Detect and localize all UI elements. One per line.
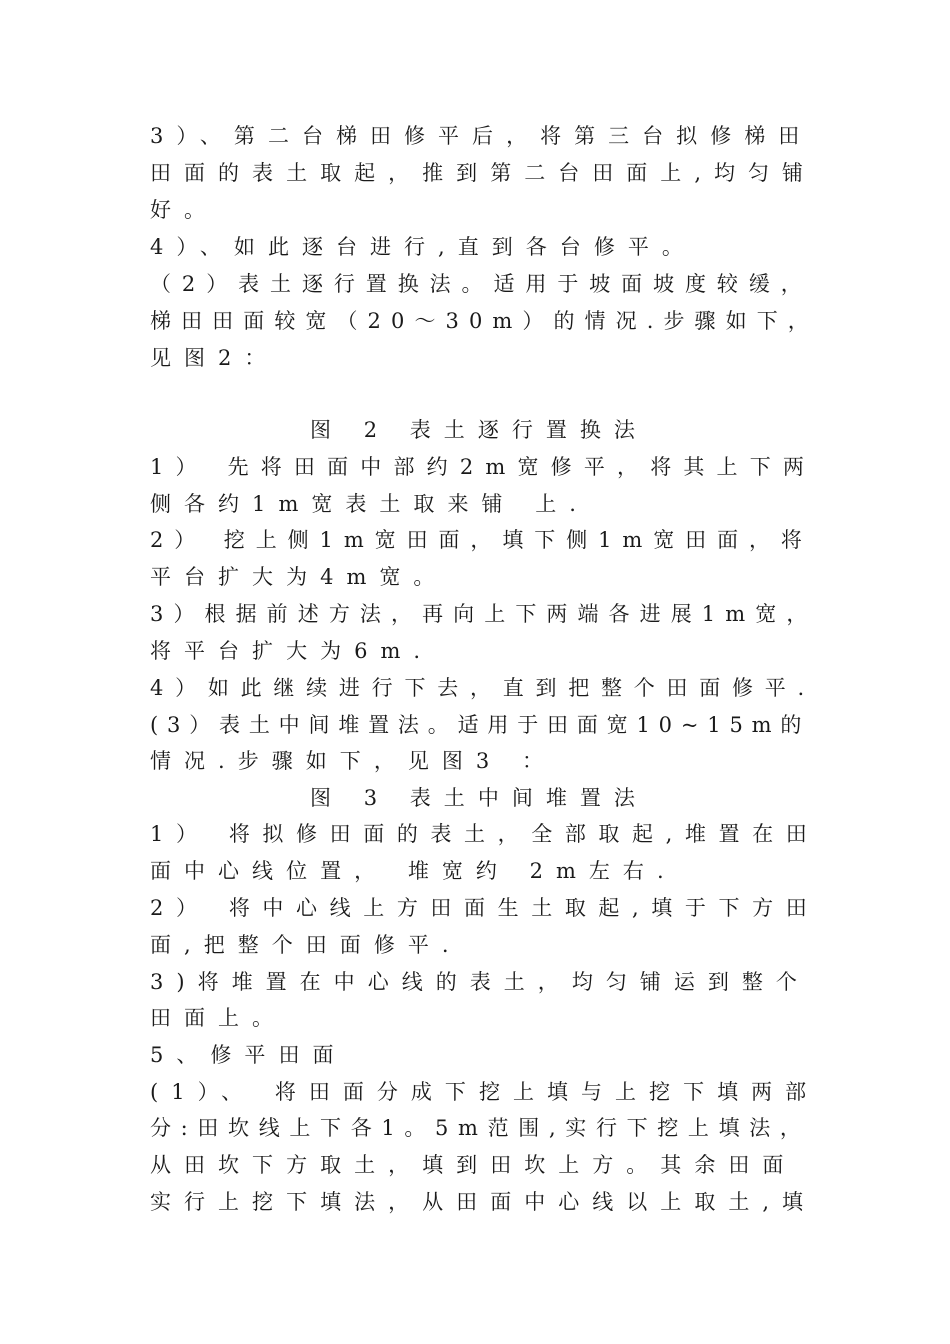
text-line: 好。 bbox=[150, 198, 219, 222]
text-line: (3）表土中间堆置法。适用于田面宽10~15m的 bbox=[150, 713, 811, 737]
text-line: 面中心线位置， 堆宽约 2m左右. bbox=[150, 859, 677, 883]
text-line: 侧各约1m宽表土取来铺 上. bbox=[150, 492, 589, 516]
text-line: 4）、如此逐台进行,直到各台修平。 bbox=[150, 235, 696, 259]
text-line: 3)将堆置在中心线的表土，均匀铺运到整个 bbox=[150, 970, 810, 994]
text-line: 面,把整个田面修平. bbox=[150, 933, 462, 957]
text-line: 2） 挖上侧1m宽田面，填下侧1m宽田面，将 bbox=[150, 528, 813, 552]
text-line: 平台扩大为4m宽。 bbox=[150, 565, 448, 589]
text-line: 分:田坎线上下各1。5m范围,实行下挖上填法， bbox=[150, 1116, 811, 1140]
text-line: 从田坎下方取土，填到田坎上方。其余田面 bbox=[150, 1153, 797, 1177]
text-line: 实行上挖下填法，从田面中心线以上取土,填 bbox=[150, 1190, 817, 1214]
text-line: 情况.步骤如下，见图3 ： bbox=[150, 749, 556, 773]
text-line: 田面的表土取起，推到第二台田面上,均匀铺 bbox=[150, 161, 817, 185]
text-line: 梯田田面较宽（20～30m）的情况.步骤如下， bbox=[150, 309, 819, 333]
text-line: 田面上。 bbox=[150, 1006, 287, 1030]
text-line: 3）根据前述方法，再向上下两端各进展1m宽， bbox=[150, 602, 818, 626]
text-line: （2）表土逐行置换法。适用于坡面坡度较缓， bbox=[150, 272, 813, 296]
section-heading: 5、修平田面 bbox=[150, 1043, 347, 1067]
figure-caption: 图 2 表土逐行置换法 bbox=[310, 418, 648, 442]
text-line: 4）如此继续进行下去，直到把整个田面修平. bbox=[150, 676, 816, 700]
text-line: 1） 将拟修田面的表土，全部取起,堆置在田 bbox=[150, 822, 820, 846]
text-line: (1）、 将田面分成下挖上填与上挖下填两部 bbox=[150, 1080, 820, 1104]
text-line: 见图2： bbox=[150, 346, 279, 370]
text-line: 将平台扩大为6m. bbox=[150, 639, 434, 663]
figure-caption: 图 3 表土中间堆置法 bbox=[310, 786, 648, 810]
text-line: 3）、第二台梯田修平后，将第三台拟修梯田 bbox=[150, 124, 813, 148]
text-line: 2） 将中心线上方田面生土取起,填于下方田 bbox=[150, 896, 820, 920]
text-line: 1） 先将田面中部约2m宽修平，将其上下两 bbox=[150, 455, 817, 479]
